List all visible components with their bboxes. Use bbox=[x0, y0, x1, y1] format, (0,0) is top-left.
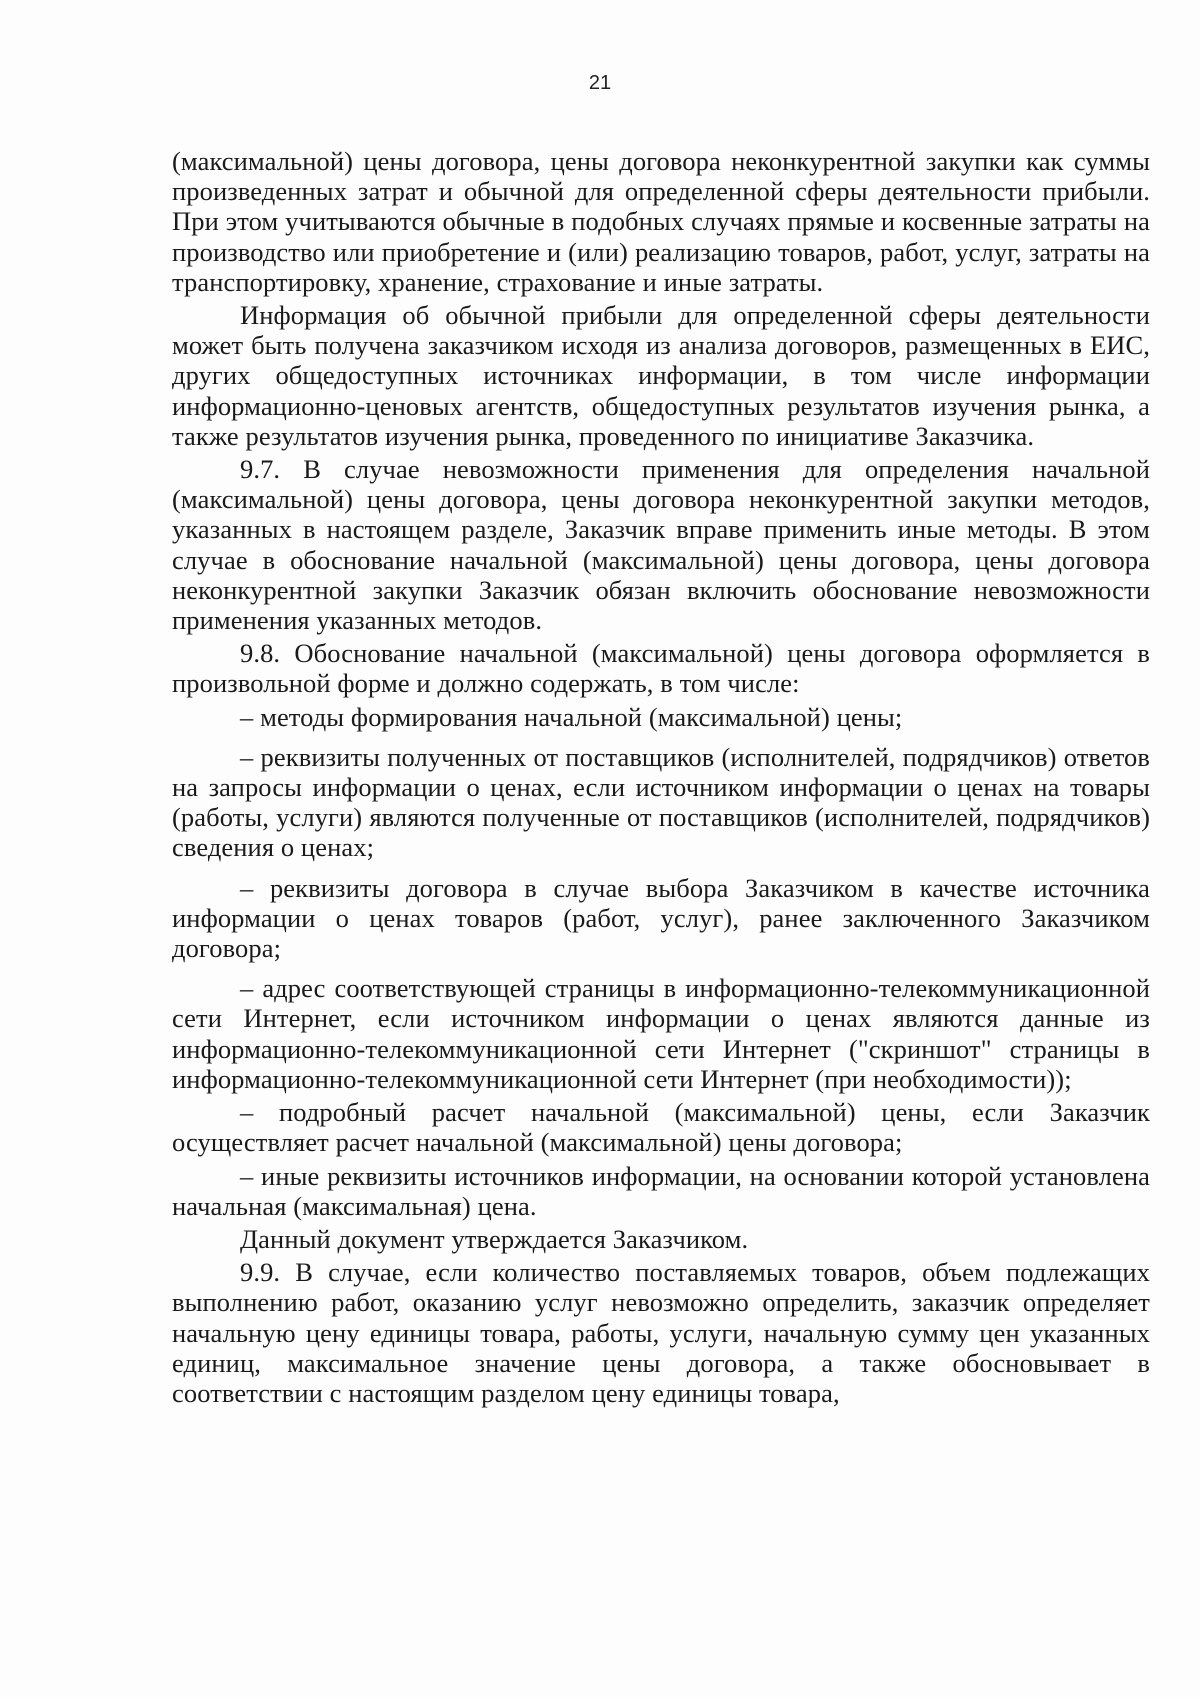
paragraph-profit-info: Информация об обычной прибыли для определенной сферы деятельности может быть получена заказчиком исходя из анализа договоров, размещенных в ЕИС, других общедоступных источниках информации, в том числе информации информационно-ценовых агентств, общедоступных результатов изучения рынка, а также результатов изучения рынка, проведенного по инициативе Заказчика. bbox=[172, 300, 1150, 451]
document-body bbox=[172, 146, 1150, 1408]
list-item-methods: – методы формирования начальной (максимальной) цены; bbox=[240, 701, 903, 732]
list-item-supplier-replies: – реквизиты полученных от поставщиков (исполнителей, подрядчиков) ответов на запросы информации о ценах, если источником информации о ценах на товары (работы, услуги) являются полученные от поставщиков (исполнителей, подрядчиков) сведения о ценах; bbox=[172, 741, 1150, 863]
list-item-contract-details: – реквизиты договора в случае выбора Заказчиком в качестве источника информации о ценах товаров (работ, услуг), ранее заключенного Заказчиком договора; bbox=[172, 872, 1150, 964]
paragraph-continuation: (максимальной) цены договора, цены договора неконкурентной закупки как суммы произведенных затрат и обычной для определенной сферы деятельности прибыли. При этом учитываются обычные в подобных случаях прямые и косвенные затраты на производство или приобретение и (или) реализацию товаров, работ, услуг, затраты на транспортировку, хранение, страхование и иные затраты. bbox=[172, 146, 1150, 297]
paragraph-9-8: 9.8. Обоснование начальной (максимальной) цены договора оформляется в произвольной форме и должно содержать, в том числе: bbox=[172, 638, 1150, 699]
paragraph-approval: Данный документ утверждается Заказчиком. bbox=[240, 1223, 749, 1254]
paragraph-9-7: 9.7. В случае невозможности применения для определения начальной (максимальной) цены договора, цены договора неконкурентной закупки методов, указанных в настоящем разделе, Заказчик вправе применить иные методы. В этом случае в обоснование начальной (максимальной) цены договора, цены договора неконкурентной закупки Заказчик обязан включить обоснование невозможности применения указанных методов. bbox=[172, 454, 1150, 636]
paragraph-9-9: 9.9. В случае, если количество поставляемых товаров, объем подлежащих выполнению работ, оказанию услуг невозможно определить, заказчик определяет начальную цену единицы товара, работы, услуги, начальную сумму цен указанных единиц, максимальное значение цены договора, а также обосновывает в соответствии с настоящим разделом цену единицы товара, bbox=[172, 1257, 1150, 1408]
list-item-detailed-calculation: – подробный расчет начальной (максимальной) цены, если Заказчик осуществляет расчет начальной (максимальной) цены договора; bbox=[172, 1097, 1150, 1158]
list-item-other-details: – иные реквизиты источников информации, на основании которой установлена начальная (максимальная) цена. bbox=[172, 1160, 1150, 1221]
list-item-internet-address: – адрес соответствующей страницы в информационно-телекоммуникационной сети Интернет, если источником информации о ценах являются данные из информационно-телекоммуникационной сети Интернет ("скриншот" страницы в информационно-телекоммуникационной сети Интернет (при необходимости)); bbox=[172, 973, 1150, 1094]
page-number: 21 bbox=[588, 72, 612, 94]
